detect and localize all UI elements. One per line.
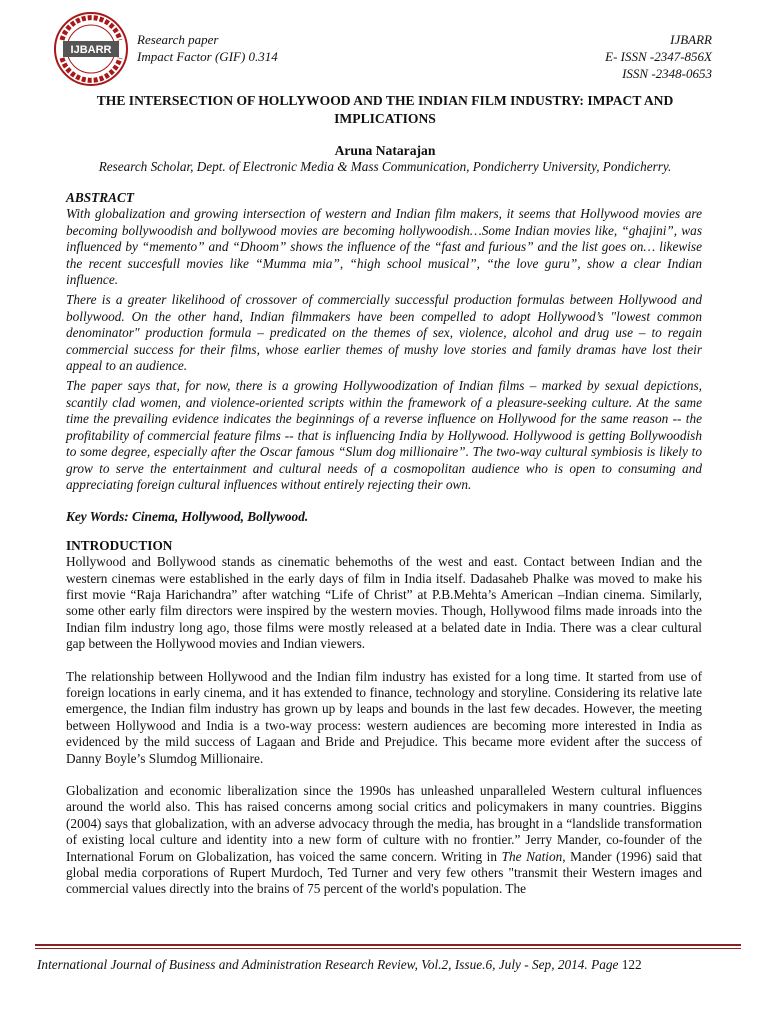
author-name: Aruna Natarajan: [334, 143, 436, 158]
header-eissn: E- ISSN -2347-856X: [605, 49, 712, 64]
introduction-heading: INTRODUCTION: [66, 537, 173, 553]
intro-paragraph-2: The relationship between Hollywood and the Indian film industry has existed for a long time. It started from use of foreign locations in early cinema, and it has extended to finance, technology and storyline. Considering its relative late emergence, the Indian film industry has grown up by leaps and bounds in the last few decades. However, the meeting between Hollywood and India is a two-way process: western audiences are becoming more interested in India as evidenced by the mild success of Lagaan and Bride and Prejudice. This became more evident after the success of Danny Boyle’s Slumdog Millionaire.: [66, 668, 702, 766]
header-left: [137, 31, 278, 65]
page-footer: [37, 957, 743, 973]
paper-title-line1: THE INTERSECTION OF HOLLYWOOD AND THE INDIAN FILM INDUSTRY: IMPACT AND: [96, 93, 674, 108]
header-impact-factor: Impact Factor (GIF) 0.314: [137, 49, 278, 64]
footer-rule-thick: [35, 944, 741, 946]
header-research-paper: Research paper: [137, 32, 219, 47]
publication-name: The Nation: [501, 848, 563, 864]
abstract-paragraph-3: The paper says that, for now, there is a growing Hollywoodization of Indian films – marked by sexual depictions, scantily clad women, and violence-oriented scripts within the framework of a pleasure-seeking culture. At the same time the prevailing evidence indicates the beginnings of a reverse influence on Hollywood for the same reason -- the profitability of commercial feature films -- that is influencing India by Hollywood. Hollywood is getting Bollywoodish to some degree, especially after the Oscar famous “Slum dog millionaire”. The two-way cultural symbiosis is likely to grow to serve the entertainment and cultural needs of a cosmopolitan audience who is open to consuming and appreciating foreign cultural influences without entirely rejecting their own.: [66, 378, 702, 492]
paper-title-line2: IMPLICATIONS: [334, 111, 436, 126]
paper-body: [66, 190, 702, 902]
author-affiliation: Research Scholar, Dept. of Electronic Media & Mass Communication, Pondicherry University, Pondicherry.: [98, 159, 672, 174]
paper-title: [66, 92, 704, 128]
page-number: 122: [621, 957, 642, 972]
abstract-heading: ABSTRACT: [66, 190, 134, 205]
intro-paragraph-3-part-a: Globalization and economic liberalization since the 1990s has unleashed unparalleled Western cultural influences around the world also. This has raised concerns among social critics and policymakers in many countries. Biggins (2004) says that globalization, with an adverse advocacy through the media, has brought in a “landslide transformation of existing local culture and identity into a new form of culture with no frontier.” Jerry Mander, co-founder of the International Forum on Globalization, has voiced the same concern. Writing in: [66, 783, 702, 864]
intro-paragraph-3: [66, 783, 702, 898]
keywords: Key Words: Cinema, Hollywood, Bollywood.: [66, 509, 309, 525]
footer-rule-thin: [35, 948, 741, 949]
footer-journal-citation: International Journal of Business and Administration Research Review, Vol.2, Issue.6, July - Sep, 2014. Page: [37, 957, 622, 972]
intro-paragraph-3-part-b: , Mander (1996) said that global media corporations of Rupert Murdoch, Ted Turner and very few others "transmit their Western images and commercial values directly into the brains of 75 percent of the world's population. The: [66, 848, 703, 897]
header-journal-code: IJBARR: [670, 32, 712, 47]
abstract-paragraph-1: With globalization and growing intersection of western and Indian film makers, it seems that Hollywood movies are becoming bollywoodish and bollywood movies are becoming hollywoodish…Some Indian movies like, “ghajini”, was influenced by “memento” and “Dhoom” shows the influence of the “fast and furious” and the list goes on… likewise the recent succesfull movies like “Mumma mia”, “high school musical”, “the love guru”, show a clear Indian influence.: [66, 206, 702, 288]
intro-paragraph-1: Hollywood and Bollywood stands as cinematic behemoths of the west and east. Contact between Indian and the western cinemas were established in the early days of film in India itself. Dadasaheb Phalke was moved to make his first movie “Raja Harichandra” after watching “Life of Christ” at P.B.Mehta’s American –Indian cinema. Similarly, some other early film directors were inspired by the western movies. Though, Hollywood films made inroads into the Indian film industry long ago, those films were mostly released at a belated date in India. There was a clear cultural gap between the Hollywood movies and Indian viewers.: [66, 554, 702, 652]
header-issn: ISSN -2348-0653: [622, 66, 712, 81]
abstract-paragraph-2: There is a greater likelihood of crossover of commercially successful production formulas between Hollywood and bollywood. On the other hand, Indian filmmakers have been compelled to adopt Hollywood’s "lowest common denominator" production formula – predicated on the themes of sex, violence, alcohol and drug use – to regain commercial success for their films, whose earlier themes of mushy love stories and family dramas have lost their appeal to an audience.: [66, 292, 702, 374]
logo-text: IJBARR: [70, 44, 112, 56]
journal-logo: [52, 10, 130, 88]
header-right: [605, 31, 712, 82]
